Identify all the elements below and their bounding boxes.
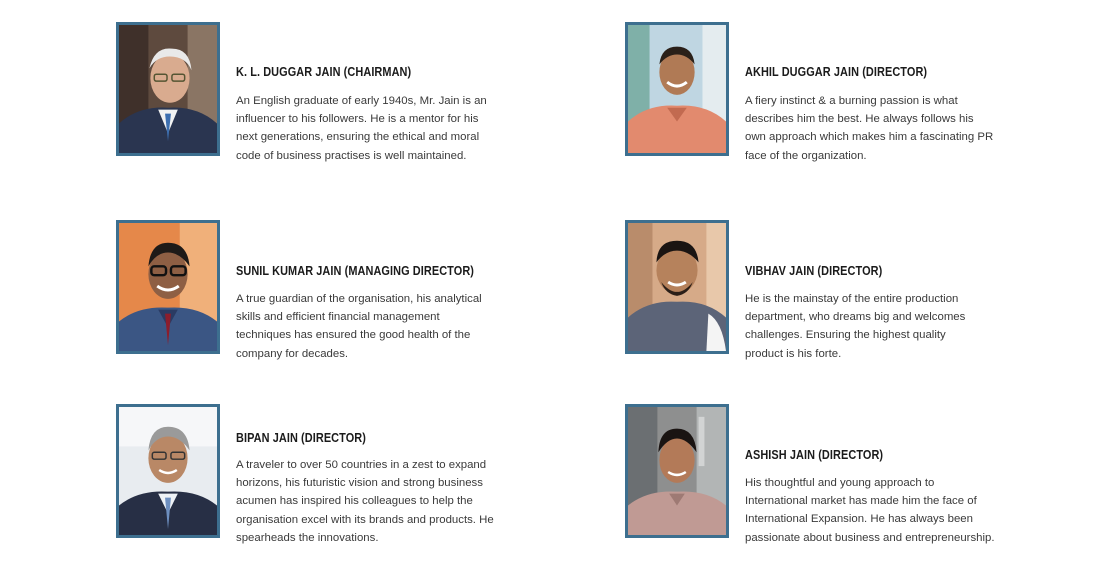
portrait-photo: [625, 22, 729, 156]
bio-line: horizons, his futuristic vision and strong business: [236, 477, 483, 490]
bio-line: International Expansion. He has always been: [745, 513, 973, 526]
bio-line: A fiery instinct & a burning passion is what: [745, 95, 958, 107]
bio-line: organisation excel with its brands and products. He: [236, 513, 494, 526]
bio-line: product is his forte.: [745, 347, 842, 360]
portrait-photo: [116, 404, 220, 538]
person-bio: [236, 92, 536, 165]
bio-line: face of the organization.: [745, 149, 867, 162]
bio-line: describes him the best. He always follows his: [745, 113, 974, 126]
person-name: ASHISH JAIN (DIRECTOR): [745, 447, 884, 462]
bio-line: He is the mainstay of the entire production: [745, 293, 959, 305]
bio-line: acumen has inspired his colleagues to help the: [236, 495, 473, 508]
person-bio: [745, 92, 1045, 165]
portrait-photo: [116, 220, 220, 354]
person-name: SUNIL KUMAR JAIN (MANAGING DIRECTOR): [236, 263, 475, 278]
portrait-photo: [116, 22, 220, 156]
bio-line: A traveler to over 50 countries in a zest to expand: [236, 459, 487, 471]
bio-line: code of business practises is well maintained.: [236, 149, 467, 162]
bio-line: challenges. Ensuring the highest quality: [745, 329, 946, 342]
bio-line: skills and efficient financial management: [236, 311, 440, 324]
bio-line: influencer to his followers. He is a mentor for his: [236, 113, 479, 126]
bio-line: passionate about business and entrepreneurship.: [745, 531, 995, 544]
portrait-photo: [625, 404, 729, 538]
bio-line: International market has made him the face of: [745, 495, 977, 508]
person-bio: [745, 290, 1045, 363]
person-bio: [745, 474, 1045, 547]
bio-line: department, who dreams big and welcomes: [745, 311, 966, 324]
bio-line: techniques has ensured the good health of the: [236, 329, 471, 342]
bio-line: own approach which makes him a fascinating PR: [745, 131, 994, 144]
person-bio: [236, 456, 536, 547]
bio-line: A true guardian of the organisation, his analytical: [236, 293, 482, 305]
bio-line: His thoughtful and young approach to: [745, 477, 935, 489]
bio-line: company for decades.: [236, 347, 349, 360]
bio-line: An English graduate of early 1940s, Mr. Jain is an: [236, 95, 487, 107]
bio-line: spearheads the innovations.: [236, 531, 379, 544]
portrait-photo: [625, 220, 729, 354]
person-name: VIBHAV JAIN (DIRECTOR): [745, 263, 883, 278]
person-bio: [236, 290, 536, 363]
person-name: AKHIL DUGGAR JAIN (DIRECTOR): [745, 64, 928, 79]
person-name: K. L. DUGGAR JAIN (CHAIRMAN): [236, 64, 412, 79]
bio-line: next generations, ensuring the ethical and moral: [236, 131, 480, 144]
person-name: BIPAN JAIN (DIRECTOR): [236, 430, 366, 445]
